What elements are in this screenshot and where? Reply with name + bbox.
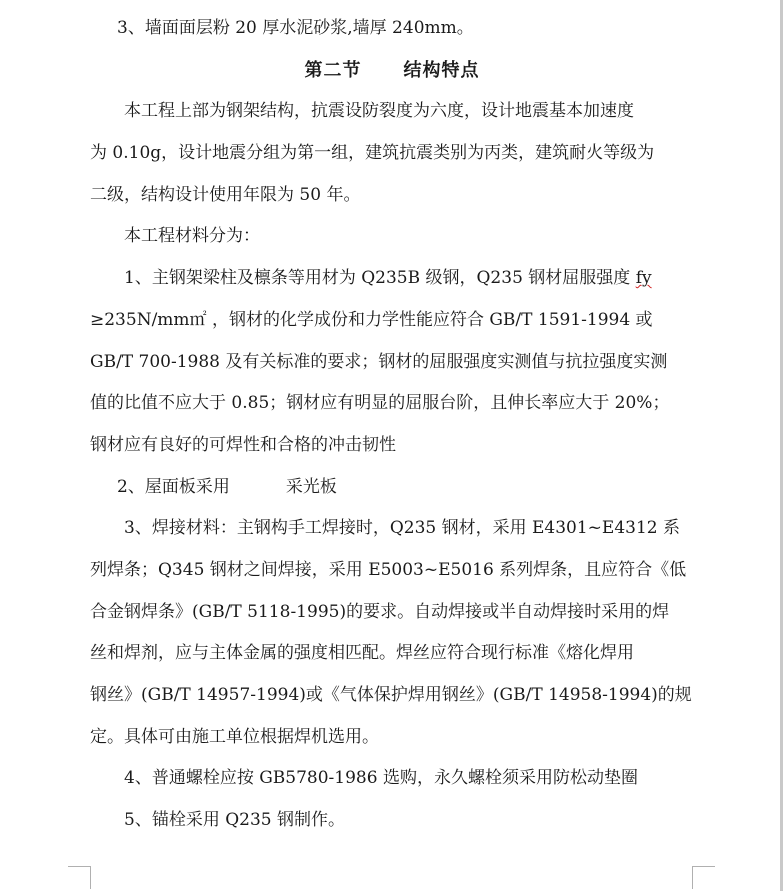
spellcheck-flagged-word[interactable]: fy [635, 268, 652, 289]
paragraph-line: 3、墙面面层粉 20 厚水泥砂浆,墙厚 240mm。 [117, 18, 474, 38]
paragraph-line: 合金钢焊条》(GB/T 5118-1995)的要求。自动焊接或半自动焊接时采用的焊 [90, 601, 670, 622]
paragraph-line: 5、锚栓采用 Q235 钢制作。 [124, 810, 346, 831]
paragraph-line: ≥235N/mm㎡ ，钢材的化学成份和力学性能应符合 GB/T 1591-1994 或 [90, 309, 653, 330]
line-text: 1、主钢架梁柱及檩条等用材为 Q235B 级钢，Q235 钢材屈服强度 [124, 268, 636, 289]
section-heading [90, 50, 694, 92]
paragraph-line: 本工程上部为钢架结构，抗震设防裂度为六度，设计地震基本加速度 [124, 101, 634, 122]
document-body [90, 8, 694, 842]
paragraph-line: 二级，结构设计使用年限为 50 年。 [90, 184, 361, 205]
paragraph-line: 钢丝》(GB/T 14957-1994)或《气体保护焊用钢丝》(GB/T 14958-1994)的规 [90, 685, 692, 705]
paragraph-line: 3、焊接材料：主钢构手工焊接时，Q235 钢材，采用 E4301~E4312 系 [124, 518, 681, 539]
paragraph-line: 定。具体可由施工单位根据焊机选用。 [90, 726, 379, 747]
margin-corner-mark-right [692, 866, 715, 889]
paragraph-line: 钢材应有良好的可焊性和合格的冲击韧性 [90, 434, 396, 455]
section-number: 第二节 [304, 59, 362, 81]
paragraph-line: 本工程材料分为： [124, 226, 260, 247]
paragraph-line [90, 258, 694, 300]
margin-corner-mark-left [68, 866, 91, 889]
paragraph-line: 为 0.10g，设计地震分组为第一组，建筑抗震类别为丙类，建筑耐火等级为 [90, 143, 655, 164]
paragraph-line: 值的比值不应大于 0.85；钢材应有明显的屈服台阶，且伸长率应大于 20%； [90, 393, 670, 414]
paragraph-line: GB/T 700-1988 及有关标准的要求；钢材的屈服强度实测值与抗拉强度实测 [90, 351, 668, 372]
paragraph-line [90, 467, 694, 509]
paragraph-line: 丝和焊剂，应与主体金属的强度相匹配。焊丝应符合现行标准《熔化焊用 [90, 643, 634, 664]
line-text: 2、屋面板采用 [117, 476, 230, 497]
section-title: 结构特点 [403, 59, 480, 81]
line-tail: 采光板 [285, 476, 337, 497]
paragraph-line: 4、普通螺栓应按 GB5780-1986 选购，永久螺栓须采用防松动垫圈 [124, 768, 638, 789]
paragraph-line: 列焊条；Q345 钢材之间焊接，采用 E5003~E5016 系列焊条，且应符合《低 [90, 559, 687, 580]
